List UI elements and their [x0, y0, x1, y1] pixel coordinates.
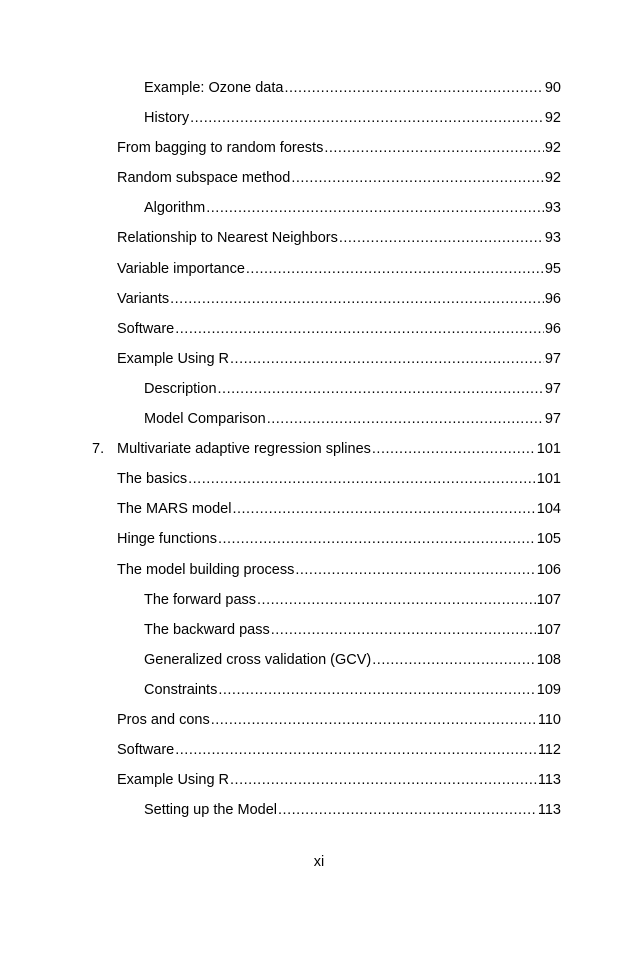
dot-leader [291, 168, 544, 188]
toc-entry-title: Software [117, 320, 175, 337]
toc-entry[interactable] [0, 289, 638, 319]
toc-entry[interactable] [0, 439, 638, 469]
toc-entry-line [144, 379, 561, 399]
toc-entry-title: Variants [117, 290, 170, 307]
toc-entry-line [117, 529, 561, 549]
toc-entry-page: 109 [536, 681, 561, 698]
toc-entry-page: 92 [544, 140, 561, 157]
toc-entry-line [117, 740, 561, 760]
toc-entry-title: Hinge functions [117, 531, 217, 548]
toc-entry-page: 97 [544, 380, 561, 397]
dot-leader [232, 499, 535, 519]
toc-entry-title: Random subspace method [117, 170, 291, 187]
toc-entry[interactable] [0, 529, 638, 559]
toc-entry-page: 96 [544, 290, 561, 307]
toc-entry-page: 113 [537, 772, 561, 789]
toc-entry[interactable] [0, 138, 638, 168]
toc-entry-line [117, 138, 561, 158]
toc-entry[interactable] [0, 349, 638, 379]
toc-entry-title: Example Using R [117, 772, 230, 789]
dot-leader [284, 78, 543, 98]
toc-entry[interactable] [0, 740, 638, 770]
toc-entry-page: 110 [537, 711, 561, 728]
toc-entry-title: Multivariate adaptive regression splines [117, 441, 371, 458]
toc-entry-title: Setting up the Model [144, 802, 278, 819]
toc-entry[interactable] [0, 590, 638, 620]
toc-entry-title: Software [117, 742, 175, 759]
toc-entry-title: Relationship to Nearest Neighbors [117, 230, 338, 247]
toc-entry-line [144, 590, 561, 610]
page-number: xi [313, 854, 325, 870]
toc-entry-page: 95 [544, 260, 561, 277]
toc-entry-title: Example Using R [117, 350, 230, 367]
toc-entry-page: 92 [544, 110, 561, 127]
toc-entry-page: 112 [537, 742, 561, 759]
toc-entry-title: Constraints [144, 681, 218, 698]
toc-entry-line [117, 710, 561, 730]
dot-leader [230, 349, 544, 369]
dot-leader [211, 710, 537, 730]
toc-entry[interactable] [0, 620, 638, 650]
dot-leader [206, 198, 544, 218]
dot-leader [175, 319, 544, 339]
toc-entry-title: Generalized cross validation (GCV) [144, 651, 372, 668]
toc-entry-title: Example: Ozone data [144, 80, 284, 96]
toc-entry-line [117, 439, 561, 459]
toc-entry[interactable] [0, 650, 638, 680]
toc-entry-page: 90 [544, 80, 561, 96]
dot-leader [278, 800, 537, 820]
toc-entry-line [117, 289, 561, 309]
dot-leader [324, 138, 544, 158]
toc-entry-line [144, 198, 561, 218]
toc-entry-title: The MARS model [117, 501, 232, 518]
toc-entry-line [117, 228, 561, 248]
toc-entry-line [144, 620, 561, 640]
toc-entry-line [117, 168, 561, 188]
toc-entry[interactable] [0, 379, 638, 409]
toc-entry-line [117, 560, 561, 580]
toc-entry-title: Algorithm [144, 200, 206, 217]
toc-entry-title: History [144, 110, 190, 127]
toc-entry-title: From bagging to random forests [117, 140, 324, 157]
toc-entry[interactable] [0, 78, 638, 108]
toc-entry-page: 92 [544, 170, 561, 187]
toc-entry-title: Variable importance [117, 260, 245, 277]
toc-entry-line [144, 409, 561, 429]
toc-entry-page: 107 [536, 591, 561, 608]
toc-entry[interactable] [0, 108, 638, 138]
toc-entry[interactable] [0, 770, 638, 800]
toc-entry[interactable] [0, 198, 638, 228]
toc-entry-title: Model Comparison [144, 411, 266, 428]
toc-entry-number: 7. [92, 441, 105, 458]
toc-entry-page: 101 [536, 471, 561, 488]
dot-leader [246, 259, 544, 279]
dot-leader [218, 680, 535, 700]
dot-leader [188, 469, 536, 489]
toc-entry-page: 104 [536, 501, 561, 518]
toc-entry[interactable] [0, 469, 638, 499]
toc-entry[interactable] [0, 560, 638, 590]
toc-entry-line [144, 650, 561, 670]
toc-entry[interactable] [0, 319, 638, 349]
toc-entry-title: The basics [117, 471, 188, 488]
toc-entry[interactable] [0, 409, 638, 439]
toc-entry-page: 97 [544, 411, 561, 428]
toc-entry[interactable] [0, 710, 638, 740]
dot-leader [190, 108, 544, 128]
dot-leader [267, 409, 544, 429]
toc-entry-line [117, 319, 561, 339]
toc-entry-title: The backward pass [144, 621, 270, 638]
toc-entry-line [117, 349, 561, 369]
dot-leader [257, 590, 536, 610]
toc-entry-title: The model building process [117, 561, 295, 578]
dot-leader [372, 439, 536, 459]
dot-leader [271, 620, 536, 640]
toc-entry-page: 107 [536, 621, 561, 638]
toc-entry[interactable] [0, 259, 638, 289]
toc-entry[interactable] [0, 228, 638, 258]
toc-entry-page: 93 [544, 200, 561, 217]
toc-entry-page: 108 [536, 651, 561, 668]
dot-leader [339, 228, 544, 248]
toc-entry-page: 93 [544, 230, 561, 247]
toc-entry-title: Description [144, 380, 217, 397]
toc-entry-page: 97 [544, 350, 561, 367]
dot-leader [170, 289, 544, 309]
toc-entry-line [144, 800, 561, 820]
toc-entry-page: 101 [536, 441, 561, 458]
dot-leader [175, 740, 537, 760]
dot-leader [218, 379, 544, 399]
toc-entry-line [144, 78, 561, 98]
toc-entry-line [117, 469, 561, 489]
dot-leader [372, 650, 536, 670]
dot-leader [218, 529, 536, 549]
toc-entry-title: The forward pass [144, 591, 257, 608]
toc-entry-title: Pros and cons [117, 711, 210, 728]
toc-entry-line [117, 499, 561, 519]
dot-leader [230, 770, 537, 790]
toc-entry-page: 113 [537, 802, 561, 819]
toc-entry-line [117, 770, 561, 790]
toc-entry-page: 106 [536, 561, 561, 578]
toc-entry-line [117, 259, 561, 279]
toc-entry-line [144, 108, 561, 128]
dot-leader [295, 560, 535, 580]
toc-entry-page: 105 [536, 531, 561, 548]
toc-entry[interactable] [0, 499, 638, 529]
toc-entry[interactable] [0, 168, 638, 198]
toc-entry[interactable] [0, 800, 638, 830]
table-of-contents [0, 78, 638, 830]
toc-entry-line [144, 680, 561, 700]
toc-entry[interactable] [0, 680, 638, 710]
toc-entry-page: 96 [544, 320, 561, 337]
